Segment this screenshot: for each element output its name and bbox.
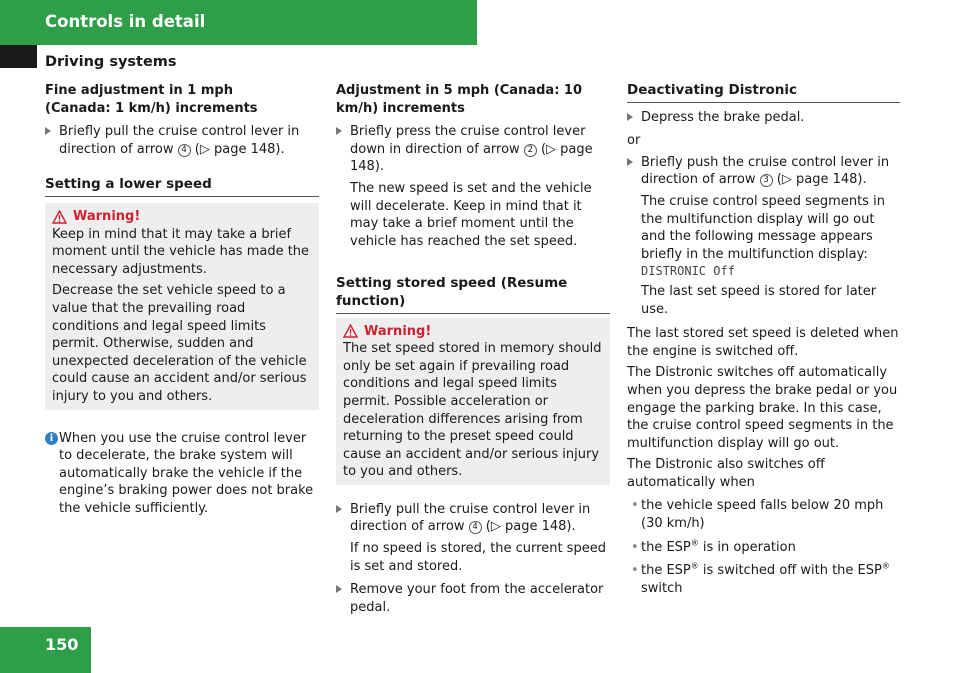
instruction-step: Remove your foot from the accelerator pedal. [336,581,610,616]
bullet-item: • the ESP® is switched off with the ESP® switch [631,561,890,596]
step-arrow-icon [45,127,51,135]
warning-box [336,318,610,485]
bullet-icon: • [631,539,639,555]
arrow-number-badge: 4 [178,144,191,157]
step-arrow-icon [336,127,342,135]
step-arrow-icon [336,585,342,593]
column-2 [336,82,610,616]
warning-triangle-icon [52,210,67,224]
warning-triangle-icon [343,324,358,338]
page-number: 150 [45,635,79,654]
section-title: Driving systems [45,54,177,70]
body-paragraph: The Distronic also switches off automatically when [627,457,825,490]
instruction-step: Briefly pull the cruise control lever in direction of arrow 4 (▷ page 148). [336,501,610,536]
warning-title: Warning! [364,323,432,339]
warning-box [45,203,319,410]
body-paragraph: The last stored set speed is deleted when the engine is switched off. [627,326,899,359]
instruction-step: Briefly press the cruise control lever down in direction of arrow 2 (▷ page 148). [336,123,610,176]
step-result-text: The cruise control speed segments in the multifunction display will go out and the following message appears briefly in the multifunction display: DISTRONIC Off [641,193,885,279]
warning-text: The set speed stored in memory should only be set again if prevailing road conditions and legal speed limits permit. Possible acceleration or deceleration differences arising from returning to the preset speed could cause an accident and/or serious injury to you and others. [343,341,602,480]
warning-text: Decrease the set vehicle speed to a value that the prevailing road conditions and legal speed limits permit. Otherwise, sudden and unexpected deceleration of the vehicle could cause an accident and/or serious injury to you and others. [52,283,307,404]
step-result-text: The last set speed is stored for later use. [641,283,877,317]
heading-resume-function: Setting stored speed (Resume function) [336,275,610,313]
column-3 [627,82,900,597]
step-result-text: The new speed is set and the vehicle will decelerate. Keep in mind that it may take a brief moment until the vehicle has reached the set speed. [350,180,592,249]
or-separator: or [627,133,641,149]
heading-5mph-adjustment: Adjustment in 5 mph (Canada: 10 km/h) increments [336,83,583,116]
step-result-text: If no speed is stored, the current speed is set and stored. [350,541,606,574]
info-icon: i [45,432,58,445]
step-arrow-icon [336,505,342,513]
info-note: i When you use the cruise control lever to decelerate, the brake system will automatically brake the vehicle if the engine’s braking power does not brake the vehicle sufficiently. [45,430,319,518]
instruction-step: Depress the brake pedal. [627,109,900,127]
heading-fine-adjustment: Fine adjustment in 1 mph (Canada: 1 km/h) increments [45,83,258,116]
bullet-item: • the vehicle speed falls below 20 mph (30 km/h) [631,498,884,532]
page-number-box [0,627,91,673]
bullet-icon: • [631,498,639,514]
bullet-item: • the ESP® is in operation [631,538,796,555]
instruction-step: Briefly pull the cruise control lever in direction of arrow 4 (▷ page 148). [45,123,319,158]
step-arrow-icon [627,158,633,166]
header-bar [0,0,477,45]
arrow-number-badge: 3 [760,174,773,187]
instruction-step: Briefly push the cruise control lever in direction of arrow 3 (▷ page 148). [627,154,900,189]
heading-deactivating-distronic: Deactivating Distronic [627,82,900,103]
arrow-number-badge: 4 [469,521,482,534]
step-arrow-icon [627,113,633,121]
bullet-icon: • [631,563,639,579]
body-paragraph: The Distronic switches off automatically when you depress the brake pedal or you engage the parking brake. In this case, the cruise control speed segments in the multifunction display will go out. [627,365,898,451]
chapter-title: Controls in detail [45,12,206,31]
arrow-number-badge: 2 [524,144,537,157]
display-message: DISTRONIC Off [641,264,735,279]
heading-setting-lower-speed: Setting a lower speed [45,176,319,197]
column-1 [45,82,319,517]
warning-text: Keep in mind that it may take a brief moment until the vehicle has made the necessary adjustments. [52,226,310,277]
section-tab-marker [0,45,37,68]
warning-title: Warning! [73,208,141,224]
